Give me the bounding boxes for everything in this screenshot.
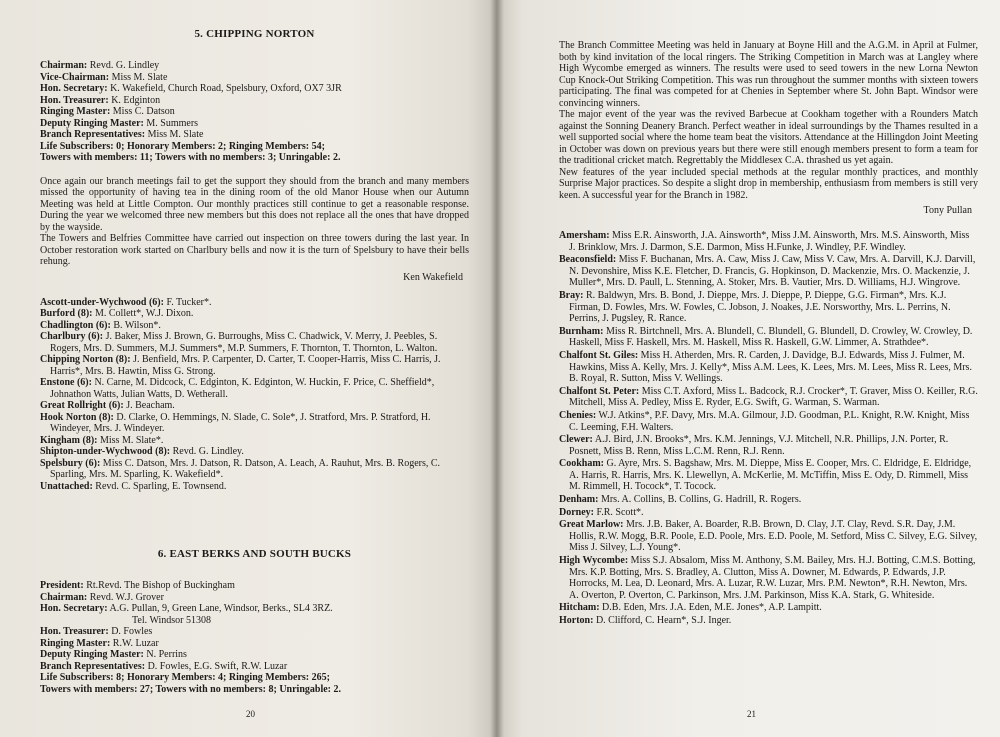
tower-name: Beaconsfield: [559,254,617,266]
tower-members: M. Collett*, W.J. Dixon. [92,308,194,319]
officer-label: Deputy Ringing Master: [40,117,144,129]
tower-members: A.J. Bird, J.N. Brooks*, Mrs. K.M. Jennings, V.J. Mitchell, N.R. Phillips, J.N. Porter, R. Posnett, Miss B. Renn, Miss L.C.M. Renn, R.J. Renn. [569,434,949,457]
officer-value: A.G. Pullan, 9, Green Lane, Windsor, Berks., SL4 3RZ. [107,603,333,614]
report-paragraph: The Towers and Belfries Committee have carried out inspection on three towers during the last year. In October restoration work started on Charlbury bells and now it is the turn of Spelsbury to have their bells rehung. [40,233,469,267]
tower-name: Chalfont St. Giles: [559,349,639,361]
tower-members: B. Wilson*. [110,319,161,331]
tower-name: Great Marlow: [559,519,624,531]
officer-value: Rt.Revd. The Bishop of Buckingham [83,580,235,591]
officer-value: D. Fowles [108,626,153,637]
tower-name: Burford (8): [40,308,93,319]
tower-name: Denham: [559,494,599,506]
officer-value: Miss C. Datson [110,106,175,117]
membership-stats [40,672,469,684]
tower-entry [559,555,978,601]
tower-members: R. Baldwyn, Mrs. B. Bond, J. Dieppe, Mrs. J. Dieppe, P. Dieppe, G.G. Firman*, Mrs. K.J. Firman, D. Fowles, Mrs. W. Fowles, C. Jobson, J. Noakes, J.E. Norsworthy, Mrs. L. Perrins, N. Perrins, J. Pugsley, R. Rance. [569,289,951,325]
tower-entry [40,331,469,354]
tower-members: F.R. Scott*. [594,506,644,518]
officer-row [40,118,469,130]
officer-label: Deputy Ringing Master: [40,649,144,660]
tower-name: Chadlington (6): [40,319,111,331]
tower-members: Miss C. Datson, Mrs. J. Datson, R. Datson, A. Leach, A. Rauhut, Mrs. B. Rogers, C. Sparling, Mrs. M. Sparling, K. Wakefield*. [50,457,441,480]
tower-entry [559,254,978,289]
officer-value: M. Summers [143,117,199,129]
tower-name: Hook Norton (8): [40,411,114,423]
tower-entry [40,458,469,481]
officer-row [40,649,469,661]
tower-stats [40,684,469,696]
tower-entry [559,519,978,554]
tower-name: Clewer: [559,434,593,446]
tower-entry [40,297,469,309]
tower-name: Cookham: [559,458,605,470]
officers-list [40,580,469,695]
tower-members: D.B. Eden, Mrs. J.A. Eden, M.E. Jones*, A.P. Lampitt. [599,602,822,614]
officer-row [40,83,469,95]
signoff: Tony Pullan [923,205,972,216]
book-gutter [490,0,504,737]
officer-value: Revd. G. Lindley [87,60,160,71]
officer-value: Revd. W.J. Grover [87,591,164,603]
tower-members: D. Clarke, O. Hemmings, N. Slade, C. Sole*, J. Stratford, Mrs. P. Stratford, H. Windeyer, Mrs. J. Windeyer. [50,411,431,434]
officer-value: Tel. Windsor 51308 [132,614,211,626]
tower-name: Great Rollright (6): [40,400,124,411]
officer-label: Branch Representatives: [40,129,146,140]
tower-name: Kingham (8): [40,434,98,446]
signoff: Ken Wakefield [403,271,463,283]
tower-entry [40,481,469,493]
tower-members: J. Baker, Miss J. Brown, G. Burroughs, Miss C. Chadwick, V. Merry, J. Peebles, S. Rogers, Mrs. D. Summers, M.J. Summers*, M.P. Summers, F. Thornton, T. Thornton, L. Walton. [50,331,438,354]
tower-entry [559,494,978,506]
tower-entry [559,410,978,433]
tower-members: Mrs. J.B. Baker, A. Boarder, R.B. Brown, D. Clay, J.T. Clay, Revd. S.R. Day, J.M. Hollis, R.W. Mogg, B.R. Poole, E.D. Poole, Mrs. E.D. Poole, M. Setford, Miss C. Silvey, E.G. Silvey, Miss J. Silvey, L.J. Young*. [569,519,978,554]
stats-line: Life Subscribers: 0; Honorary Members: 2; Ringing Members: 54; [40,140,325,152]
tower-entry [40,446,469,458]
report-paragraph: New features of the year included special methods at the regular monthly practices, and monthly Surprise Major practices. So despite a slight drop in membership, enthusiasm from members is still very keen. A successful year for the Branch in 1982. [559,166,978,201]
officer-label: Hon. Treasurer: [40,626,109,637]
officer-label: Hon. Secretary: [40,83,108,94]
tower-name: Burnham: [559,325,604,337]
tower-name: Hitcham: [559,602,600,614]
report-paragraph: Once again our branch meetings fail to get the support they should from the branch and many members missed the opportunity of having tea in the dining room of the old Manor House when our Autumn Meeting was held at Little Compton. Our monthly practices still continue to get a reasonable response. During the year we welcomed three new members but this does not replace all the ones that have dropped by the wayside. [40,175,469,233]
tower-entry [559,326,978,349]
tower-entry [559,615,978,627]
officer-label: Ringing Master: [40,637,111,649]
officer-label: President: [40,580,84,591]
tower-members: N. Carne, M. Didcock, C. Edginton, K. Edginton, W. Huckin, F. Price, C. Sheffield*, Johnathon Watts, Julian Watts, D. Wetherall. [50,377,435,400]
officer-label: Chairman: [40,60,88,71]
stats-line: Life Subscribers: 8; Honorary Members: 4; Ringing Members: 265; [40,672,330,683]
tower-entry [559,350,978,385]
tower-name: Spelsbury (6): [40,457,101,469]
officer-row [40,592,469,604]
officer-value: Miss M. Slate [145,129,204,140]
tower-name: Horton: [559,615,594,626]
tower-members: Revd. G. Lindley. [170,446,244,457]
officer-row [40,603,469,615]
section-title: 5. CHIPPING NORTON [194,28,315,40]
tower-members: Revd. C. Sparling, E. Townsend. [92,480,227,492]
tower-name: Dorney: [559,506,594,518]
section-title: 6. EAST BERKS AND SOUTH BUCKS [157,548,352,560]
tower-entry [559,230,978,253]
tower-entry [559,290,978,325]
tower-members: J. Benfield, Mrs. P. Carpenter, D. Carter, T. Cooper-Harris, Miss C. Harris, J. Harris*, Mrs. B. Hawtin, Miss G. Strong. [50,354,441,377]
right-page [497,0,1000,737]
section-east-berks [40,548,469,695]
tower-members: D. Clifford, C. Hearn*, S.J. Inger. [593,615,732,626]
tower-name: Enstone (6): [40,377,92,388]
tower-entry [40,320,469,332]
tower-members: Miss C.T. Axford, Miss L. Badcock, R.J. Crocker*, T. Graver, Miss O. Keiller, R.G. Mitchell, Miss A. Pedley, Miss E. Ryder, E.G. Swift, G. Warman, S. Warman. [569,385,978,409]
officer-value: Miss M. Slate [109,71,168,83]
tower-members: Miss R. Birtchnell, Mrs. A. Blundell, C. Blundell, G. Blundell, D. Crowley, W. Crowley, D. Haskell, Miss F. Haskell, Mrs. M. Haskell, Miss R. Haskell, G.W. Limmer, A. Strathdee*. [569,325,973,349]
tower-name: Chipping Norton (8): [40,354,131,365]
officer-value: N. Perrins [143,649,187,660]
officer-value: D. Fowles, E.G. Swift, R.W. Luzar [145,660,288,672]
officer-label: Vice-Chairman: [40,71,110,83]
report-paragraph: The major event of the year was the revived Barbecue at Cookham together with a Rounders Match against the Sonning Deanery Branch. Perfect weather in ideal surroundings by the Thames resulted in a well supported social where the home team beat the visitors. Attendance at the Hillingdon Joint Meeting in October was down on previous years but there were still enough members present to form a team for the traditional cricket match. Regrettably the Middlesex C.A. thrashed us yet again. [559,109,978,166]
stats-line: Towers with members: 27; Towers with no members: 8; Unringable: 2. [40,683,341,695]
tower-list [40,297,469,493]
officer-row [40,95,469,107]
tower-name: Charlbury (6): [40,331,104,342]
tower-entry [40,308,469,320]
officer-row [40,615,469,627]
tower-members: W.J. Atkins*, P.F. Davy, Mrs. M.A. Gilmour, J.D. Goodman, P.L. Knight, R.W. Knight, Miss C. Leeming, F.H. Walters. [569,409,970,433]
tower-entry [559,507,978,519]
page-number: 20 [246,709,255,719]
tower-entry [40,377,469,400]
stats-line: Towers with members: 11; Towers with no members: 3; Unringable: 2. [40,152,341,163]
tower-entry [40,435,469,447]
tower-name: High Wycombe: [559,555,629,567]
officer-label: Hon. Treasurer: [40,94,109,106]
officer-row [40,661,469,673]
left-page [0,0,497,737]
tower-name: Bray: [559,289,584,301]
officer-row [40,129,469,141]
tower-name: Shipton-under-Wychwood (8): [40,446,171,457]
officers-list [40,60,469,164]
officer-label: Chairman: [40,591,88,603]
tower-members: F. Tucker*. [163,296,212,308]
officer-label: Branch Representatives: [40,660,146,672]
tower-members: Miss S.J. Absalom, Miss M. Anthony, S.M. Bailey, Mrs. H.J. Botting, C.M.S. Botting, Mrs. K.P. Botting, Mrs. S. Bradley, A. Clutton, Miss A. Downer, M. Edwards, P. Edwards, J.P. Horrocks, M. Lea, D. Leonard, Mrs. A. Luzar, R.W. Luzar, Mrs. P.M. Newton*, R.H. Newton, Mrs. A. Overton, P. Overton, C. Parkinson, Mrs. J.M. Parkinson, Miss K.A. Stark, G. Whiteside. [569,555,976,601]
tower-entry [559,458,978,493]
tower-entry [40,412,469,435]
page-number: 21 [747,709,756,719]
tower-stats [40,152,469,164]
officer-label: Ringing Master: [40,106,111,117]
officer-row [40,580,469,592]
tower-members: Mrs. A. Collins, B. Collins, G. Hadrill, R. Rogers. [598,494,802,506]
tower-list [559,230,978,627]
officer-row [40,72,469,84]
tower-name: Chenies: [559,409,597,421]
tower-entry [559,386,978,409]
tower-members: Miss M. Slate*. [97,434,164,446]
tower-entry [40,354,469,377]
tower-name: Chalfont St. Peter: [559,385,640,397]
tower-name: Unattached: [40,480,93,492]
officer-value: K. Edginton [108,94,161,106]
tower-members: Miss F. Buchanan, Mrs. A. Caw, Miss J. Caw, Miss V. Caw, Mrs. A. Darvill, K.J. Darvill, N. Devonshire, Miss K.E. Fletcher, D. Francis, G. Hopkinson, D. Mackenzie, Mrs. O. Mackenzie, J. Muller*, Mrs. D. Paull, L. Stenning, A. Stoker, Mrs. B. Vautier, Mrs. D. Williams, H.J. Wingrove. [569,254,976,289]
officer-value: K. Wakefield, Church Road, Spelsbury, Oxford, OX7 3JR [107,83,342,94]
membership-stats [40,141,469,153]
officer-label: Hon. Secretary: [40,603,108,614]
tower-members: G. Ayre, Mrs. S. Bagshaw, Mrs. M. Dieppe, Miss E. Cooper, Mrs. C. Eldridge, E. Eldridge, A. Harris, R. Harris, Mrs. K. Llewellyn, A. McKerlie, M. McTiffin, Miss E. Ody, D. Rimmell, Miss M. Rimmell, H. Tocock*, T. Tocock. [569,458,972,493]
officer-value: R.W. Luzar [110,637,159,649]
officer-row [40,60,469,72]
tower-members: J. Beacham. [123,400,175,411]
tower-name: Amersham: [559,230,610,241]
tower-entry [559,434,978,457]
officer-row [40,106,469,118]
tower-members: Miss E.R. Ainsworth, J.A. Ainsworth*, Miss J.M. Ainsworth, Mrs. M.S. Ainsworth, Miss J. Brinklow, Mrs. J. Darmon, S.E. Darmon, Miss H.Funke, J. Windley, P.F. Windley. [569,230,970,253]
officer-row [40,626,469,638]
report-paragraph: The Branch Committee Meeting was held in January at Boyne Hill and the A.G.M. in April at Fulmer, both by kind invitation of the local ringers. The Striking Competition in March was at Langley where High Wycombe emerged as winners. The results were used to seed towers in the new Lorna Newton Cup Knock-Out Striking Competition. This was run throughout the summer months with sixteen towers participating. The final was competed for at Chenies in September where St. John Bapt. Windsor were convincing winners. [559,40,978,109]
officer-row [40,638,469,650]
tower-entry [559,602,978,614]
tower-members: Miss H. Atherden, Mrs. R. Carden, J. Davidge, B.J. Edwards, Miss J. Fulmer, M. Hawkins, Miss A. Kelly, Mrs. J. Kelly*, Miss A.M. Lees, K. Lees, Mrs. M. Lees, Miss R. Lees, Mrs. B. Royal, R. Sutton, Miss V. Wellings. [569,349,972,385]
tower-entry [40,400,469,412]
tower-name: Ascott-under-Wychwood (6): [40,296,164,308]
